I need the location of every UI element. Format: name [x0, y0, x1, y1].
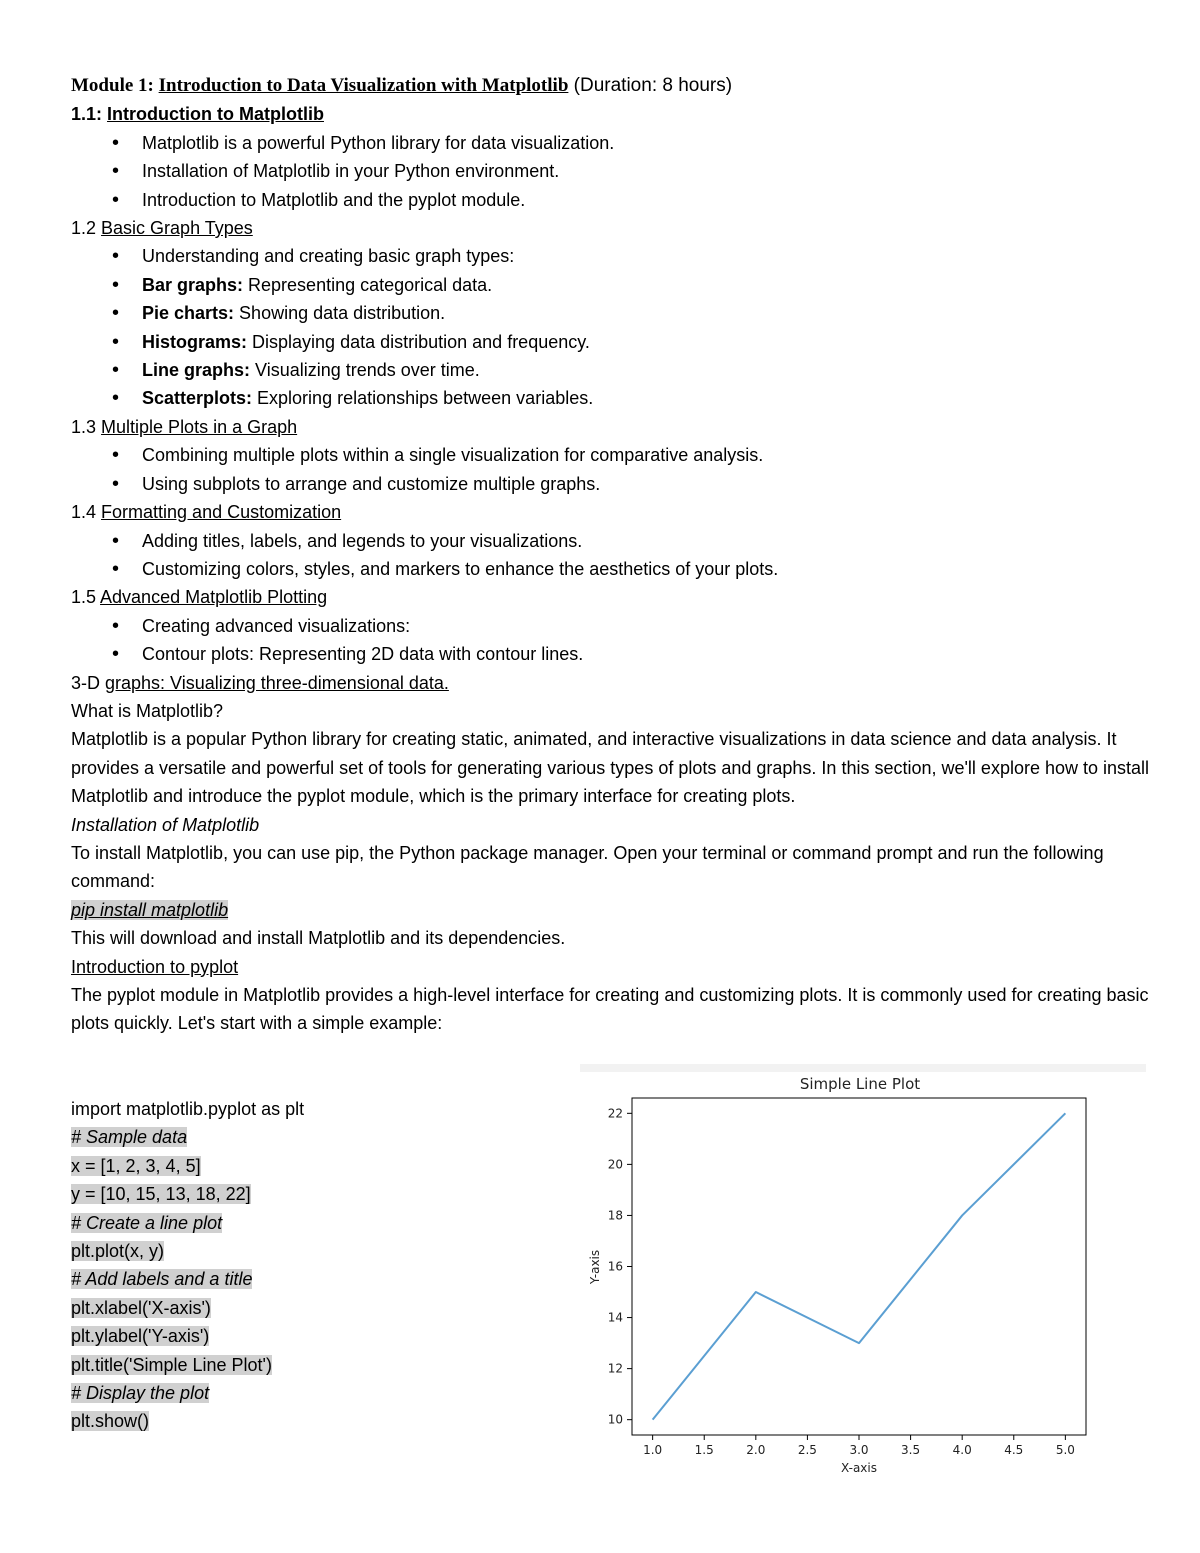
code-line [71, 1180, 304, 1208]
list-item [71, 384, 1151, 412]
list-item: • Using subplots to arrange and customize multiple graphs. [71, 470, 1151, 498]
term: Bar graphs: [142, 274, 244, 295]
y-tick-label: 22 [607, 1106, 623, 1121]
y-tick-label: 14 [607, 1310, 623, 1325]
module-duration: (Duration: 8 hours) [568, 75, 733, 96]
section-1-2-title: Basic Graph Types [101, 218, 253, 239]
list-item: • Introduction to Matplotlib and the pyplot module. [71, 186, 1151, 214]
term: Pie charts: [142, 303, 235, 324]
section-1-4-number: 1.4 [71, 502, 102, 523]
section-1-1-heading [71, 100, 1151, 128]
term: Scatterplots: [142, 388, 253, 409]
list-item: • Contour plots: Representing 2D data with contour lines. [71, 640, 1151, 668]
section-1-2-heading [71, 214, 1151, 242]
x-ticks [643, 1435, 1075, 1457]
y-tick-label: 10 [607, 1412, 623, 1427]
list-item: • Understanding and creating basic graph types: [71, 242, 1151, 270]
pip-command-line [71, 896, 1151, 924]
list-item: • Customizing colors, styles, and markers to enhance the aesthetics of your plots. [71, 555, 1151, 583]
y-axis-label: Y-axis [588, 1249, 602, 1285]
section-1-4-list [71, 527, 1151, 584]
code-text: import matplotlib.pyplot as plt [71, 1099, 305, 1119]
section-1-5-number: 1.5 [71, 587, 101, 608]
plot-area [632, 1098, 1086, 1435]
term-desc: Exploring relationships between variables. [252, 388, 594, 409]
list-item: • Installation of Matplotlib in your Python environment. [71, 157, 1151, 185]
code-comment: # Add labels and a title [71, 1269, 253, 1290]
list-item: • Combining multiple plots within a single visualization for comparative analysis. [71, 441, 1151, 469]
what-is-heading: What is Matplotlib? [71, 700, 224, 721]
term-desc: Representing categorical data. [243, 274, 493, 295]
code-comment: # Sample data [71, 1127, 188, 1148]
section-1-5-title: Advanced Matplotlib Plotting [100, 587, 328, 608]
section-1-3-number: 1.3 [71, 416, 102, 437]
term: Histograms: [142, 331, 248, 352]
line-chart [580, 1064, 1146, 1484]
code-text: plt.ylabel('Y-axis') [71, 1326, 210, 1347]
document-body [71, 72, 1151, 1038]
x-tick-label: 3.0 [849, 1443, 869, 1457]
section-1-1-title: Introduction to Matplotlib [107, 104, 324, 125]
pyplot-heading: Introduction to pyplot [71, 956, 239, 977]
line-chart-figure [580, 1064, 1146, 1484]
code-line [71, 1407, 304, 1435]
list-item [71, 271, 1151, 299]
section-1-1-list [71, 129, 1151, 214]
install-heading: Installation of Matplotlib [71, 814, 260, 835]
paragraph-install: To install Matplotlib, you can use pip, the Python package manager. Open your terminal or command prompt and run the following command: [71, 842, 1104, 892]
code-text: plt.title('Simple Line Plot') [71, 1354, 272, 1375]
code-line [71, 1095, 304, 1123]
x-tick-label: 5.0 [1055, 1443, 1075, 1457]
paragraph-intro: Matplotlib is a popular Python library for creating static, animated, and interactive visualizations in data science and data analysis. It provides a versatile and powerful set of tools for generating various types of plots and graphs. In this section, we'll explore how to install Matplotlib and introduce the pyplot module, which is the primary interface for creating plots. [71, 729, 1150, 807]
threed-prefix: 3-D [71, 672, 106, 693]
list-item [71, 328, 1151, 356]
code-line [71, 1322, 304, 1350]
code-text: plt.show() [71, 1411, 150, 1432]
module-prefix: Module 1: [71, 75, 159, 96]
section-1-3-list [71, 441, 1151, 498]
term-desc: Displaying data distribution and frequency. [247, 331, 590, 352]
x-tick-label: 1.5 [694, 1443, 714, 1457]
section-1-2-list [71, 242, 1151, 412]
code-line [71, 1237, 304, 1265]
module-heading [71, 72, 1151, 100]
term-desc: Visualizing trends over time. [250, 360, 480, 381]
y-ticks [608, 1106, 632, 1426]
list-item: • Matplotlib is a powerful Python library for data visualization. [71, 129, 1151, 157]
x-tick-label: 4.5 [1004, 1443, 1024, 1457]
code-line [71, 1351, 304, 1379]
term: Line graphs: [142, 360, 251, 381]
threed-line [71, 669, 1151, 697]
list-item [71, 299, 1151, 327]
section-1-5-list [71, 612, 1151, 669]
section-1-3-title: Multiple Plots in a Graph [101, 416, 298, 437]
pip-command: pip install matplotlib [71, 899, 229, 920]
list-item: • Adding titles, labels, and legends to your visualizations. [71, 527, 1151, 555]
paragraph-download: This will download and install Matplotlib and its dependencies. [71, 928, 566, 949]
module-title: Introduction to Data Visualization with Matplotlib [158, 75, 569, 96]
x-tick-label: 1.0 [643, 1443, 663, 1457]
section-1-4-title: Formatting and Customization [101, 502, 342, 523]
threed-text: graphs: Visualizing three-dimensional data. [105, 672, 449, 693]
y-tick-label: 20 [607, 1157, 623, 1172]
code-line [71, 1209, 304, 1237]
list-item: • Creating advanced visualizations: [71, 612, 1151, 640]
series-line [653, 1113, 1066, 1419]
term-desc: Showing data distribution. [234, 303, 446, 324]
figure-top-strip [580, 1064, 1146, 1072]
x-tick-label: 2.0 [746, 1443, 766, 1457]
code-line [71, 1123, 304, 1151]
code-line [71, 1294, 304, 1322]
y-tick-label: 12 [607, 1361, 623, 1376]
x-tick-label: 4.0 [952, 1443, 972, 1457]
code-text: y = [10, 15, 13, 18, 22] [71, 1184, 251, 1205]
code-line [71, 1152, 304, 1180]
code-line [71, 1379, 304, 1407]
section-1-1-number: 1.1: [71, 104, 108, 125]
y-tick-label: 16 [607, 1259, 623, 1274]
section-1-2-number: 1.2 [71, 218, 102, 239]
code-text: plt.plot(x, y) [71, 1241, 165, 1262]
list-item [71, 356, 1151, 384]
section-1-3-heading [71, 413, 1151, 441]
code-block [71, 1095, 304, 1436]
code-text: plt.xlabel('X-axis') [71, 1297, 211, 1318]
code-comment: # Create a line plot [71, 1212, 223, 1233]
x-tick-label: 3.5 [901, 1443, 921, 1457]
chart-title: Simple Line Plot [799, 1075, 921, 1093]
section-1-5-heading [71, 583, 1151, 611]
code-comment: # Display the plot [71, 1383, 210, 1404]
x-axis-label: X-axis [841, 1461, 877, 1475]
y-tick-label: 18 [607, 1208, 623, 1223]
section-1-4-heading [71, 498, 1151, 526]
code-line [71, 1265, 304, 1293]
paragraph-pyplot: The pyplot module in Matplotlib provides a high-level interface for creating and customizing plots. It is commonly used for creating basic plots quickly. Let's start with a simple example: [71, 985, 1149, 1034]
code-text: x = [1, 2, 3, 4, 5] [71, 1155, 201, 1176]
x-tick-label: 2.5 [797, 1443, 817, 1457]
